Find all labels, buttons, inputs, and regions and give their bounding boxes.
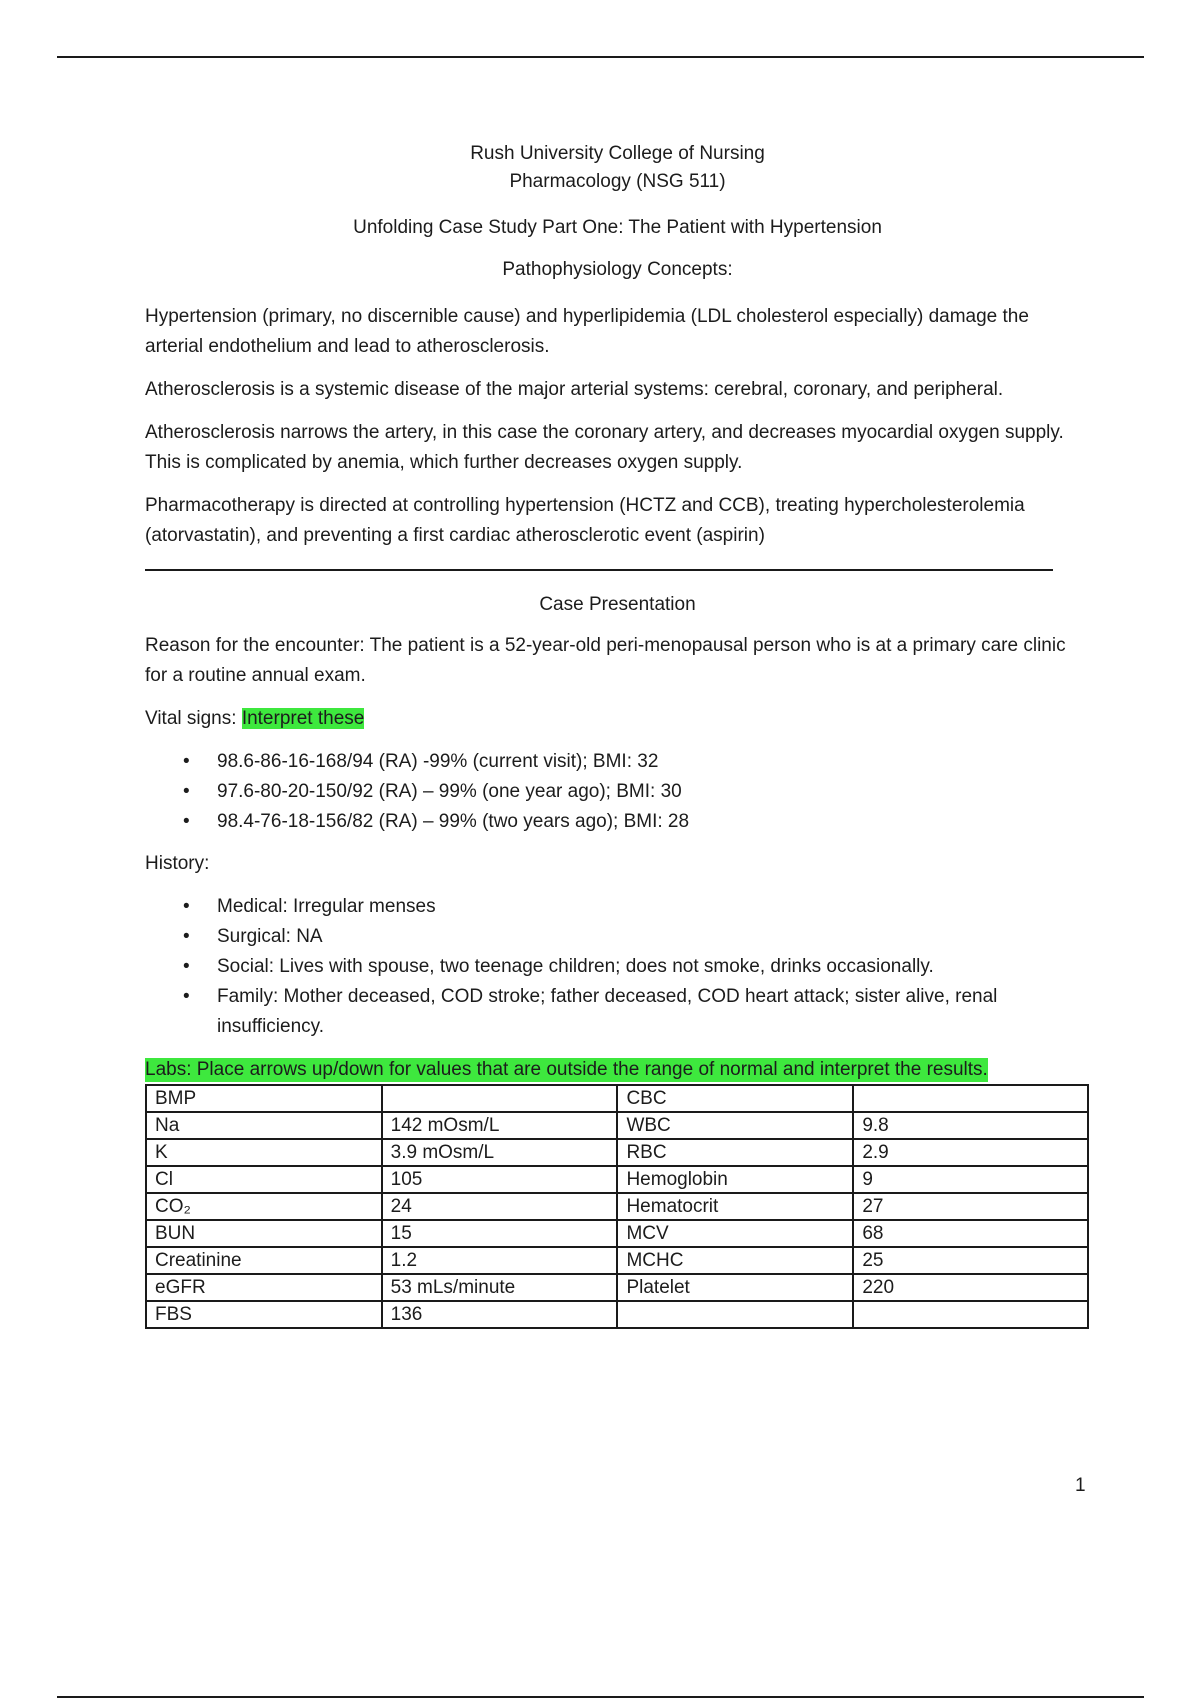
vital-signs-heading bbox=[145, 704, 1090, 734]
list-item: • 98.4-76-18-156/82 (RA) – 99% (two years ago); BMI: 28 bbox=[217, 807, 1090, 837]
table-cell: eGFR bbox=[146, 1274, 382, 1301]
document-body bbox=[145, 140, 1090, 1329]
table-cell: 220 bbox=[853, 1274, 1088, 1301]
table-cell: K bbox=[146, 1139, 382, 1166]
table-cell: Na bbox=[146, 1112, 382, 1139]
table-cell bbox=[853, 1301, 1088, 1328]
table-cell: BMP bbox=[146, 1085, 382, 1112]
bullet-icon: • bbox=[183, 956, 190, 977]
table-cell: 1.2 bbox=[382, 1247, 618, 1274]
table-cell: 24 bbox=[382, 1193, 618, 1220]
table-cell: 3.9 mOsm/L bbox=[382, 1139, 618, 1166]
list-item: • Medical: Irregular menses bbox=[217, 892, 1090, 922]
section-divider bbox=[145, 569, 1053, 571]
history-list bbox=[145, 892, 1090, 1042]
bullet-icon: • bbox=[183, 751, 190, 772]
patho-paragraph: Hypertension (primary, no discernible cause) and hyperlipidemia (LDL cholesterol especially) damage the arterial endothelium and lead to atherosclerosis. bbox=[145, 306, 1029, 357]
table-cell: Cl bbox=[146, 1166, 382, 1193]
table-cell: 27 bbox=[853, 1193, 1088, 1220]
table-row bbox=[146, 1112, 1088, 1139]
table-cell: MCHC bbox=[617, 1247, 853, 1274]
table-cell: Hematocrit bbox=[617, 1193, 853, 1220]
labs-instructions: Labs: Place arrows up/down for values that are outside the range of normal and interpret the results. bbox=[145, 1059, 988, 1080]
table-cell: Hemoglobin bbox=[617, 1166, 853, 1193]
bullet-icon: • bbox=[183, 811, 190, 832]
table-cell: BUN bbox=[146, 1220, 382, 1247]
table-row bbox=[146, 1274, 1088, 1301]
vital-signs-label: Vital signs: bbox=[145, 708, 237, 729]
table-cell: 53 mLs/minute bbox=[382, 1274, 618, 1301]
list-item: • Family: Mother deceased, COD stroke; father deceased, COD heart attack; sister alive, renal insufficiency. bbox=[217, 982, 1090, 1042]
section-title: Pathophysiology Concepts: bbox=[502, 259, 733, 280]
table-cell: 9 bbox=[853, 1166, 1088, 1193]
list-item: • Surgical: NA bbox=[217, 922, 1090, 952]
list-item: • Social: Lives with spouse, two teenage children; does not smoke, drinks occasionally. bbox=[217, 952, 1090, 982]
table-cell: 9.8 bbox=[853, 1112, 1088, 1139]
table-cell: CBC bbox=[617, 1085, 853, 1112]
bullet-icon: • bbox=[183, 781, 190, 802]
course-title: Pharmacology (NSG 511) bbox=[509, 171, 726, 192]
patho-paragraph: Atherosclerosis narrows the artery, in this case the coronary artery, and decreases myocardial oxygen supply. This is complicated by anemia, which further decreases oxygen supply. bbox=[145, 422, 1064, 473]
bullet-icon: • bbox=[183, 926, 190, 947]
table-cell bbox=[617, 1301, 853, 1328]
patho-paragraph: Atherosclerosis is a systemic disease of the major arterial systems: cerebral, coronary, and peripheral. bbox=[145, 379, 1004, 400]
table-cell: 68 bbox=[853, 1220, 1088, 1247]
table-cell: FBS bbox=[146, 1301, 382, 1328]
institution-title: Rush University College of Nursing bbox=[470, 143, 765, 164]
table-cell: 105 bbox=[382, 1166, 618, 1193]
table-cell: RBC bbox=[617, 1139, 853, 1166]
top-rule bbox=[57, 56, 1144, 58]
table-cell: 142 mOsm/L bbox=[382, 1112, 618, 1139]
table-cell: 136 bbox=[382, 1301, 618, 1328]
labs-table bbox=[145, 1084, 1089, 1329]
page-number: 1 bbox=[1075, 1475, 1086, 1496]
table-row bbox=[146, 1085, 1088, 1112]
table-cell: 15 bbox=[382, 1220, 618, 1247]
table-cell: 2.9 bbox=[853, 1139, 1088, 1166]
case-presentation-title: Case Presentation bbox=[539, 594, 696, 615]
table-cell: MCV bbox=[617, 1220, 853, 1247]
table-row bbox=[146, 1139, 1088, 1166]
bullet-icon: • bbox=[183, 986, 190, 1007]
table-cell bbox=[853, 1085, 1088, 1112]
interpret-highlight: Interpret these bbox=[241, 708, 365, 729]
case-study-title: Unfolding Case Study Part One: The Patient with Hypertension bbox=[353, 217, 882, 238]
table-cell: Creatinine bbox=[146, 1247, 382, 1274]
bullet-icon: • bbox=[183, 896, 190, 917]
table-cell: Platelet bbox=[617, 1274, 853, 1301]
table-row bbox=[146, 1193, 1088, 1220]
table-row bbox=[146, 1166, 1088, 1193]
patho-paragraph: Pharmacotherapy is directed at controlling hypertension (HCTZ and CCB), treating hypercholesterolemia (atorvastatin), and preventing a first cardiac atherosclerotic event (aspirin) bbox=[145, 495, 1025, 546]
bottom-rule bbox=[57, 1696, 1144, 1698]
table-cell: CO₂ bbox=[146, 1193, 382, 1220]
table-row bbox=[146, 1301, 1088, 1328]
table-cell: WBC bbox=[617, 1112, 853, 1139]
table-row bbox=[146, 1247, 1088, 1274]
reason-for-encounter: Reason for the encounter: The patient is a 52-year-old peri-menopausal person who is at a primary care clinic for a routine annual exam. bbox=[145, 635, 1066, 686]
list-item: • 97.6-80-20-150/92 (RA) – 99% (one year ago); BMI: 30 bbox=[217, 777, 1090, 807]
table-cell bbox=[382, 1085, 618, 1112]
history-label: History: bbox=[145, 853, 210, 874]
table-cell: 25 bbox=[853, 1247, 1088, 1274]
document-header bbox=[145, 140, 1090, 284]
table-row bbox=[146, 1220, 1088, 1247]
vital-signs-list bbox=[145, 747, 1090, 837]
list-item: • 98.6-86-16-168/94 (RA) -99% (current visit); BMI: 32 bbox=[217, 747, 1090, 777]
